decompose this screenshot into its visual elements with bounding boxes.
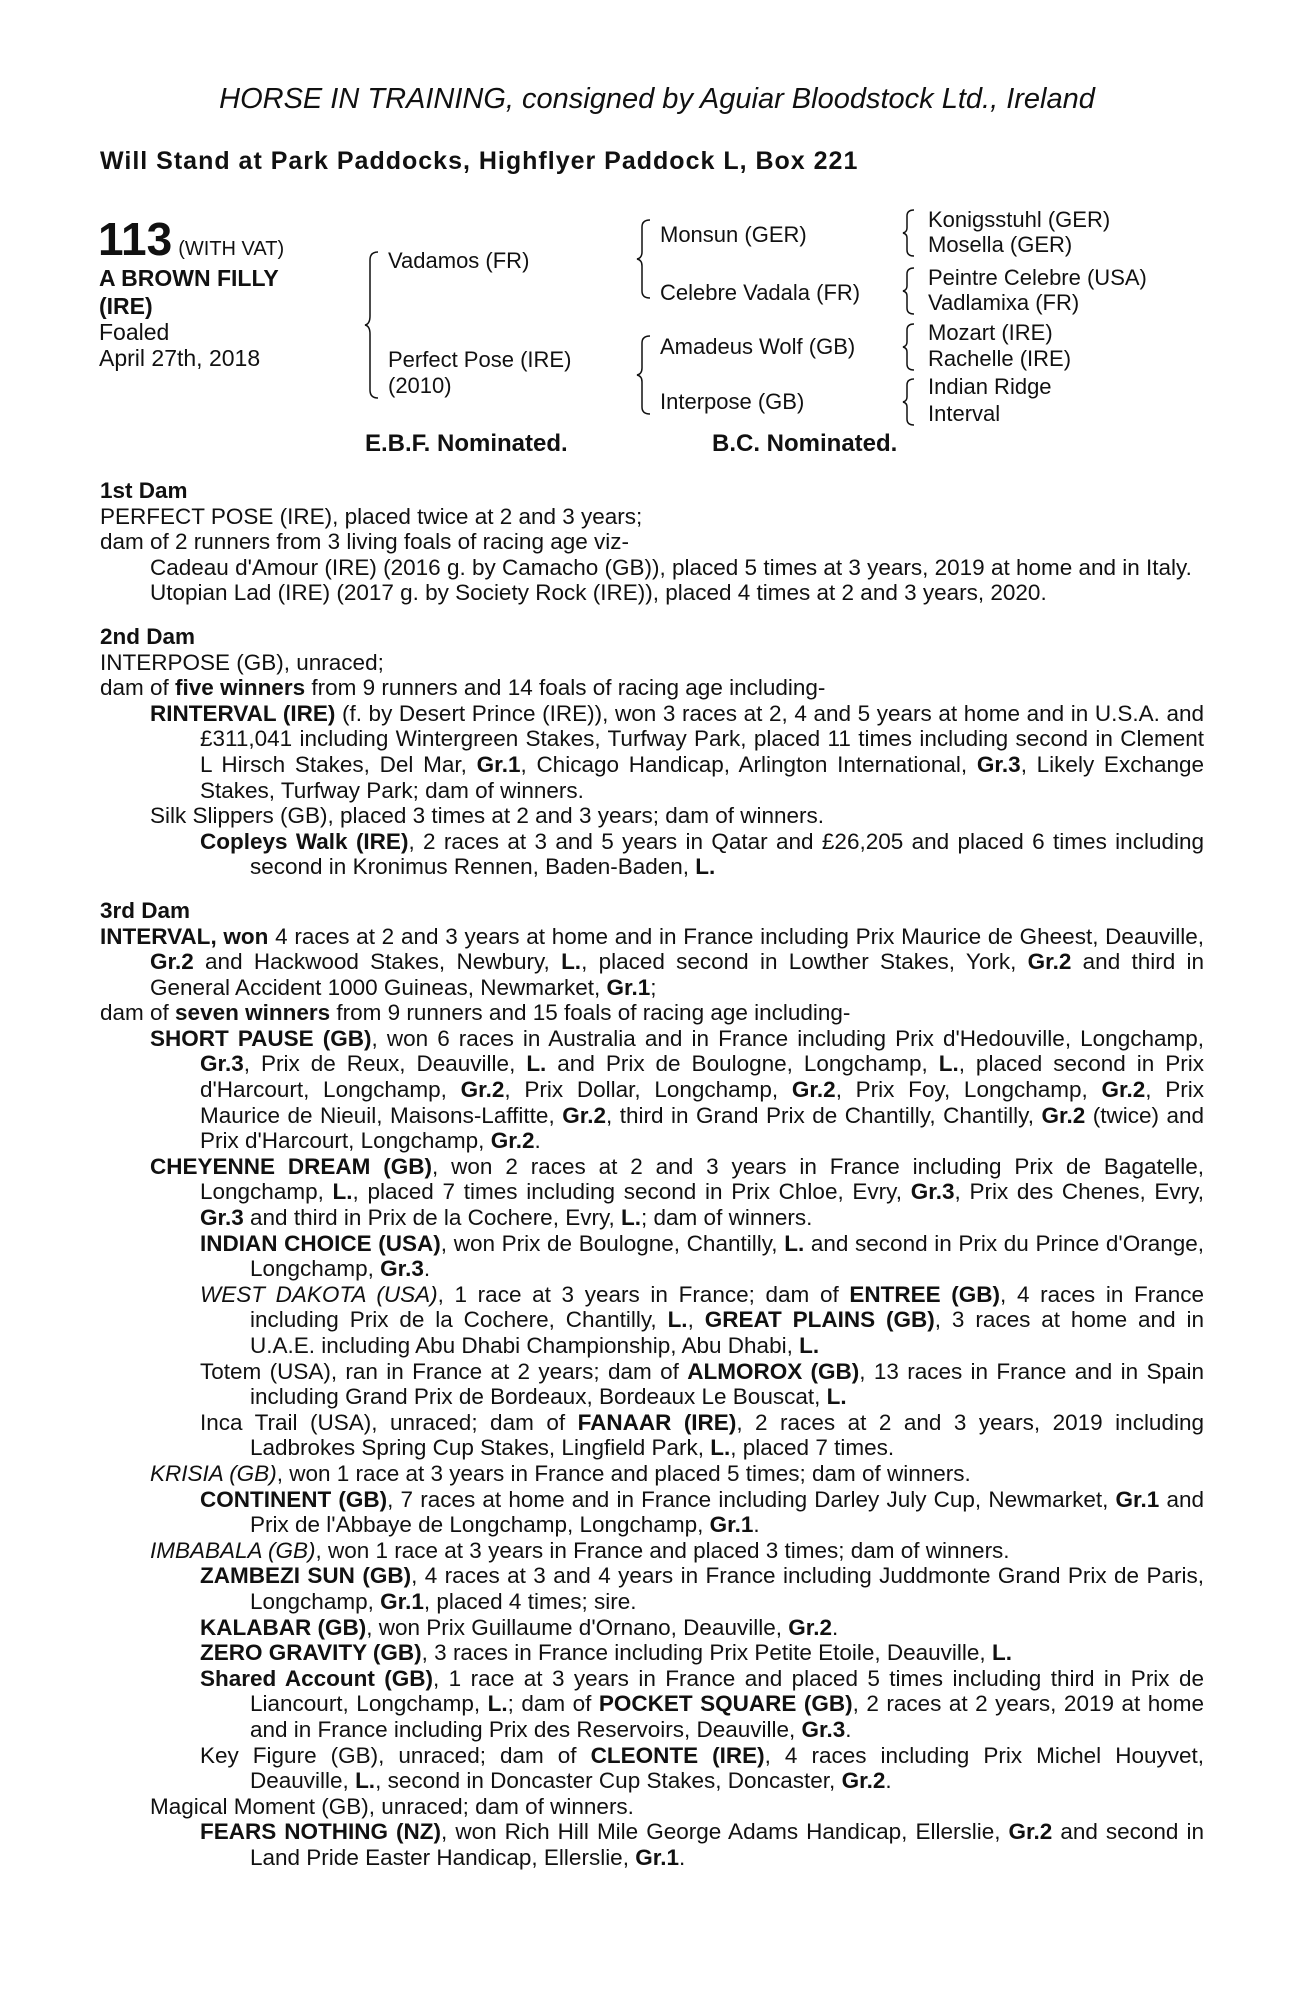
produce-entry: Silk Slippers (GB), placed 3 times at 2 and 3 years; dam of winners. <box>150 803 825 829</box>
produce-entry: FEARS NOTHING (NZ), won Rich Hill Mile George Adams Handicap, Ellerslie, Gr.2 and second in Land Pride Easter Handicap, Ellerslie, Gr.1. <box>200 1819 1204 1870</box>
ds-sire-name: Mozart (IRE) <box>928 320 1053 345</box>
produce-entry: Totem (USA), ran in France at 2 years; dam of ALMOROX (GB), 13 races in France and in Spain including Grand Prix de Bordeaux, Bordeaux Le Bouscat, L. <box>200 1358 1204 1410</box>
dam-name: Perfect Pose (IRE) <box>388 347 572 372</box>
produce-entry: Utopian Lad (IRE) (2017 g. by Society Rock (IRE)), placed 4 times at 2 and 3 years, 2020. <box>150 580 1047 606</box>
dam-line-brace-icon <box>636 334 656 416</box>
first-dam-produce-line: dam of 2 runners from 3 living foals of racing age viz- <box>100 529 629 555</box>
dd-brace-icon <box>902 377 918 427</box>
horse-description: A BROWN FILLY <box>99 265 279 291</box>
sd-dam-name: Vadlamixa (FR) <box>928 290 1080 315</box>
produce-entry: Inca Trail (USA), unraced; dam of FANAAR (IRE), 2 races at 2 and 3 years, 2019 including Ladbrokes Spring Cup Stakes, Lingfield Park, L., placed 7 times. <box>200 1409 1204 1461</box>
second-dam-heading: 2nd Dam <box>100 623 196 649</box>
dam-year: (2010) <box>388 373 452 398</box>
second-dam-line: INTERPOSE (GB), unraced; <box>100 649 384 675</box>
sire-line-brace-icon <box>636 218 656 300</box>
ss-brace-icon <box>902 208 918 258</box>
sd-brace-icon <box>902 266 918 316</box>
ss-sire-name: Konigsstuhl (GER) <box>928 207 1111 232</box>
sd-sire-name: Peintre Celebre (USA) <box>928 265 1147 290</box>
ds-brace-icon <box>902 322 918 372</box>
produce-entry: Cadeau d'Amour (IRE) (2016 g. by Camacho (GB)), placed 5 times at 3 years, 2019 at home and in Italy. <box>150 554 1192 580</box>
produce-entry: WEST DAKOTA (USA), 1 race at 3 years in France; dam of ENTREE (GB), 4 races in France including Prix de la Cochere, Chantilly, L., GREAT PLAINS (GB), 3 races at home and in U.A.E. including Abu Dhabi Championship, Abu Dhabi, L. <box>200 1281 1205 1358</box>
produce-entry: ZAMBEZI SUN (GB), 4 races at 3 and 4 years in France including Juddmonte Grand Prix de Paris, Longchamp, Gr.1, placed 4 times; sire. <box>200 1563 1205 1614</box>
first-dam-line: PERFECT POSE (IRE), placed twice at 2 and 3 years; <box>100 503 643 529</box>
first-dam-heading: 1st Dam <box>100 478 188 503</box>
dd-sire-name: Indian Ridge <box>928 374 1052 399</box>
ss-dam-name: Mosella (GER) <box>928 232 1073 257</box>
sire-name: Vadamos (FR) <box>388 248 530 273</box>
catalogue-body <box>100 478 1204 1870</box>
foaled-date: April 27th, 2018 <box>99 345 261 371</box>
dd-dam-name: Interval <box>928 401 1001 426</box>
stand-location: Will Stand at Park Paddocks, Highflyer Paddock L, Box 221 <box>100 147 859 175</box>
ebf-nomination: E.B.F. Nominated. <box>365 430 568 457</box>
lot-number-block <box>98 212 284 266</box>
horse-origin: (IRE) <box>99 293 153 319</box>
produce-entry: CHEYENNE DREAM (GB), won 2 races at 2 and 3 years in France including Prix de Bagatelle, Longchamp, L., placed 7 times including second in Prix Chloe, Evry, Gr.3, Prix des Chenes, Evry, Gr.3 and third in Prix de la Cochere, Evry, L.; dam of winners. <box>150 1153 1204 1231</box>
produce-entry: Copleys Walk (IRE), 2 races at 3 and 5 years in Qatar and £26,205 and placed 6 times including second in Kronimus Rennen, Baden-Baden, L. <box>200 828 1204 880</box>
sire-dam-brace-icon <box>364 250 384 400</box>
produce-entry: Magical Moment (GB), unraced; dam of winners. <box>150 1793 634 1819</box>
bc-nomination: B.C. Nominated. <box>712 430 898 457</box>
dam-sire-name: Amadeus Wolf (GB) <box>660 334 856 359</box>
sire-dam-name: Celebre Vadala (FR) <box>660 280 861 305</box>
catalogue-header-title: HORSE IN TRAINING, consigned by Aguiar Bloodstock Ltd., Ireland <box>219 83 1095 115</box>
produce-entry: Key Figure (GB), unraced; dam of CLEONTE (IRE), 4 races including Prix Michel Houyvet, Deauville, L., second in Doncaster Cup Stakes, Doncaster, Gr.2. <box>200 1742 1204 1794</box>
produce-entry: Shared Account (GB), 1 race at 3 years in France and placed 5 times including third in Prix de Liancourt, Longchamp, L.; dam of POCKET SQUARE (GB), 2 races at 2 years, 2019 at home and in France including Prix des Reservoirs, Deauville, Gr.3. <box>200 1665 1205 1742</box>
dam-dam-name: Interpose (GB) <box>660 389 805 414</box>
produce-entry: RINTERVAL (IRE) (f. by Desert Prince (IRE)), won 3 races at 2, 4 and 5 years at home and in U.S.A. and £311,041 including Wintergreen Stakes, Turfway Park, placed 11 times including second in Clement L Hirsch Stakes, Del Mar, Gr.1, Chicago Handicap, Arlington International, Gr.3, Likely Exchange Stakes, Turfway Park; dam of winners. <box>150 700 1205 803</box>
produce-entry: KALABAR (GB), won Prix Guillaume d'Ornano, Deauville, Gr.2. <box>200 1614 839 1640</box>
lot-number: 113 <box>98 213 173 265</box>
produce-entry: ZERO GRAVITY (GB), 3 races in France including Prix Petite Etoile, Deauville, L. <box>200 1640 1012 1666</box>
third-dam-produce-line: dam of seven winners from 9 runners and 15 foals of racing age including- <box>100 1000 851 1026</box>
foaled-label: Foaled <box>99 319 170 345</box>
second-dam-produce-line: dam of five winners from 9 runners and 14 foals of racing age including- <box>100 675 826 701</box>
sire-sire-name: Monsun (GER) <box>660 222 807 247</box>
produce-entry: KRISIA (GB), won 1 race at 3 years in France and placed 5 times; dam of winners. <box>150 1460 971 1486</box>
produce-entry: INDIAN CHOICE (USA), won Prix de Boulogne, Chantilly, L. and second in Prix du Prince d'Orange, Longchamp, Gr.3. <box>200 1230 1205 1282</box>
vat-note: (WITH VAT) <box>178 238 285 260</box>
third-dam-line: INTERVAL, won 4 races at 2 and 3 years at home and in France including Prix Maurice de Gheest, Deauville, Gr.2 and Hackwood Stakes, Newbury, L., placed second in Lowther Stakes, York, Gr.2 and third in General Accident 1000 Guineas, Newmarket, Gr.1; <box>100 923 1205 1000</box>
produce-entry: CONTINENT (GB), 7 races at home and in France including Darley July Cup, Newmarket, Gr.1 and Prix de l'Abbaye de Longchamp, Longchamp, Gr.1. <box>200 1486 1204 1538</box>
produce-entry: IMBABALA (GB), won 1 race at 3 years in France and placed 3 times; dam of winners. <box>150 1537 1010 1563</box>
produce-entry: SHORT PAUSE (GB), won 6 races in Australia and in France including Prix d'Hedouville, Longchamp, Gr.3, Prix de Reux, Deauville, L. and Prix de Boulogne, Longchamp, L., placed second in Prix d'Harcourt, Longchamp, Gr.2, Prix Dollar, Longchamp, Gr.2, Prix Foy, Longchamp, Gr.2, Prix Maurice de Nieuil, Maisons-Laffitte, Gr.2, third in Grand Prix de Chantilly, Chantilly, Gr.2 (twice) and Prix d'Harcourt, Longchamp, Gr.2. <box>150 1025 1205 1154</box>
third-dam-heading: 3rd Dam <box>100 897 191 923</box>
ds-dam-name: Rachelle (IRE) <box>928 346 1072 371</box>
